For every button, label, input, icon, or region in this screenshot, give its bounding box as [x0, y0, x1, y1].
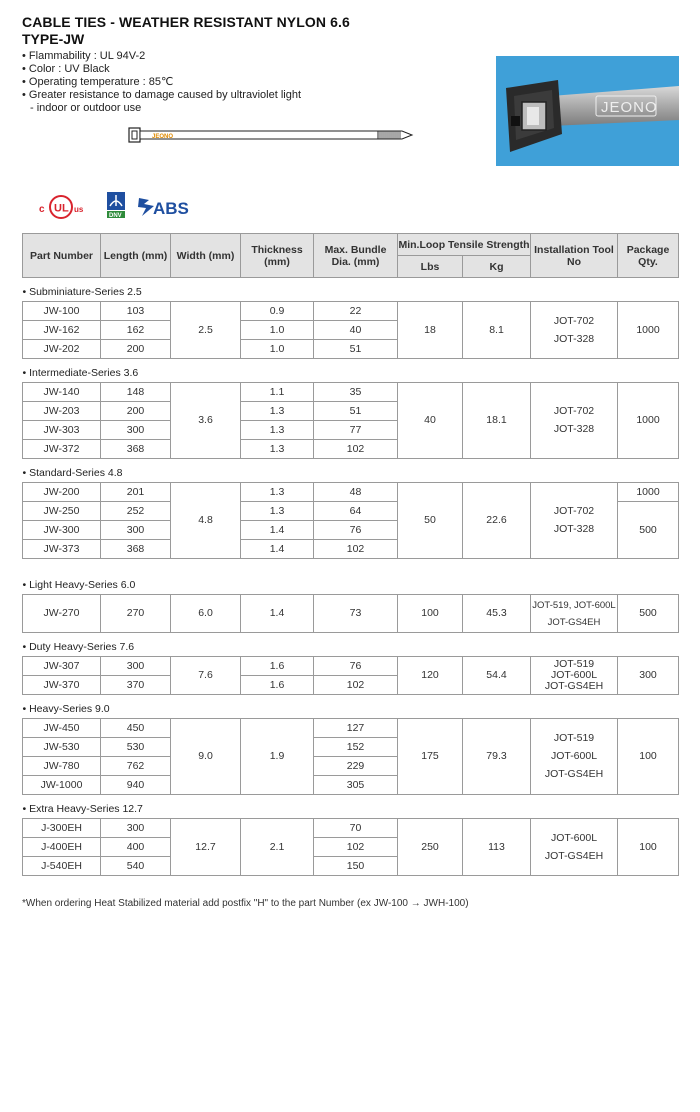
part-number: JW-140: [23, 383, 101, 402]
bundle-cell: 22: [314, 302, 398, 321]
part-number: JW-270: [23, 595, 101, 633]
part-number: JW-780: [23, 757, 101, 776]
tool-text: JOT-GS4EH: [544, 849, 604, 862]
lbs-cell: 50: [398, 483, 463, 559]
dnv-logo: [107, 192, 125, 219]
length-cell: 530: [101, 738, 171, 757]
tool-cell: [531, 719, 618, 795]
tool-text: JOT-GS4EH: [544, 768, 604, 780]
table-row: [23, 595, 679, 633]
package-cell: 1000: [618, 483, 679, 502]
part-number: JW-100: [23, 302, 101, 321]
length-cell: 201: [101, 483, 171, 502]
cable-tie-illustration: [128, 126, 418, 144]
part-number: JW-202: [23, 340, 101, 359]
thickness-cell: 1.0: [241, 321, 314, 340]
certification-logos: [36, 190, 216, 224]
bundle-cell: 51: [314, 340, 398, 359]
bundle-cell: 70: [314, 819, 398, 838]
length-cell: 162: [101, 321, 171, 340]
tool-cell: [531, 383, 618, 459]
part-number: JW-200: [23, 483, 101, 502]
thickness-cell: 2.1: [241, 819, 314, 876]
bundle-cell: 102: [314, 676, 398, 695]
tool-text: JOT-GS4EH: [544, 680, 604, 692]
header-bundle: Max. Bundle Dia. (mm): [314, 234, 398, 278]
bundle-cell: 48: [314, 483, 398, 502]
length-cell: 540: [101, 857, 171, 876]
part-number: J-400EH: [23, 838, 101, 857]
part-number: J-540EH: [23, 857, 101, 876]
thickness-cell: 1.3: [241, 402, 314, 421]
header-width: Width (mm): [171, 234, 241, 278]
package-cell: 500: [618, 595, 679, 633]
kg-cell: 18.1: [463, 383, 531, 459]
bundle-cell: 305: [314, 776, 398, 795]
bundle-cell: 73: [314, 595, 398, 633]
table-row: [23, 719, 679, 738]
kg-cell: 113: [463, 819, 531, 876]
length-cell: 400: [101, 838, 171, 857]
part-number: JW-162: [23, 321, 101, 340]
bundle-cell: 150: [314, 857, 398, 876]
length-cell: 300: [101, 819, 171, 838]
header-tensile: Min.Loop Tensile Strength: [398, 234, 531, 256]
section-title: • Duty Heavy-Series 7.6: [23, 633, 679, 657]
bundle-cell: 77: [314, 421, 398, 440]
package-cell: 300: [618, 657, 679, 695]
tool-text: JOT-600L: [550, 831, 598, 844]
lbs-cell: 120: [398, 657, 463, 695]
package-cell: 1000: [618, 383, 679, 459]
tie-brand-text: JEONO: [152, 133, 174, 140]
thickness-cell: 1.6: [241, 657, 314, 676]
table-row: [23, 302, 679, 321]
ul-mark-text: UL: [54, 202, 69, 215]
header-package: Package Qty.: [618, 234, 679, 278]
kg-cell: 8.1: [463, 302, 531, 359]
tool-text: JOT-600L: [550, 669, 598, 681]
part-number: JW-373: [23, 540, 101, 559]
footnote: *When ordering Heat Stabilized material add postfix "H" to the part Number (ex JW-100 → JWH-100): [22, 898, 469, 909]
thickness-cell: 1.6: [241, 676, 314, 695]
bundle-cell: 76: [314, 657, 398, 676]
tool-text: JOT-519: [553, 658, 595, 670]
product-photo: [496, 56, 679, 166]
thickness-cell: 1.9: [241, 719, 314, 795]
part-number: J-300EH: [23, 819, 101, 838]
bundle-cell: 152: [314, 738, 398, 757]
tool-text: JOT-702: [553, 505, 595, 517]
package-cell: 100: [618, 719, 679, 795]
header-kg: Kg: [463, 256, 531, 278]
bundle-cell: 229: [314, 757, 398, 776]
feature-item: • Greater resistance to damage caused by ultraviolet light: [22, 89, 301, 101]
section-title: • Extra Heavy-Series 12.7: [23, 795, 679, 819]
part-number: JW-1000: [23, 776, 101, 795]
length-cell: 300: [101, 657, 171, 676]
width-cell: 2.5: [171, 302, 241, 359]
section-title: • Light Heavy-Series 6.0: [23, 559, 679, 595]
bundle-cell: 35: [314, 383, 398, 402]
thickness-cell: 1.0: [241, 340, 314, 359]
package-cell: 500: [618, 502, 679, 559]
header-length: Length (mm): [101, 234, 171, 278]
kg-cell: 45.3: [463, 595, 531, 633]
lbs-cell: 100: [398, 595, 463, 633]
bundle-cell: 64: [314, 502, 398, 521]
tool-text: JOT-328: [553, 523, 595, 535]
bundle-cell: 51: [314, 402, 398, 421]
feature-list: [22, 50, 301, 115]
width-cell: 9.0: [171, 719, 241, 795]
length-cell: 762: [101, 757, 171, 776]
kg-cell: 22.6: [463, 483, 531, 559]
tool-text: JOT-519, JOT-600L: [532, 599, 616, 611]
part-number: JW-370: [23, 676, 101, 695]
lbs-cell: 250: [398, 819, 463, 876]
package-cell: 1000: [618, 302, 679, 359]
length-cell: 252: [101, 502, 171, 521]
page-title: CABLE TIES - WEATHER RESISTANT NYLON 6.6: [22, 14, 350, 30]
type-label: TYPE-JW: [22, 31, 85, 47]
thickness-cell: 1.3: [241, 421, 314, 440]
feature-item: • Flammability : UL 94V-2: [22, 50, 146, 62]
tool-text: JOT-328: [553, 332, 595, 345]
part-number: JW-450: [23, 719, 101, 738]
tool-cell: [531, 483, 618, 559]
thickness-cell: 1.4: [241, 521, 314, 540]
length-cell: 300: [101, 521, 171, 540]
part-number: JW-300: [23, 521, 101, 540]
bundle-cell: 102: [314, 540, 398, 559]
width-cell: 6.0: [171, 595, 241, 633]
kg-cell: 54.4: [463, 657, 531, 695]
thickness-cell: 0.9: [241, 302, 314, 321]
length-cell: 368: [101, 440, 171, 459]
photo-brand-text: JEONO: [601, 99, 658, 116]
bundle-cell: 76: [314, 521, 398, 540]
section-title: • Subminiature-Series 2.5: [23, 278, 679, 302]
thickness-cell: 1.3: [241, 483, 314, 502]
part-number: JW-307: [23, 657, 101, 676]
part-number: JW-303: [23, 421, 101, 440]
width-cell: 4.8: [171, 483, 241, 559]
length-cell: 148: [101, 383, 171, 402]
length-cell: 370: [101, 676, 171, 695]
width-cell: 7.6: [171, 657, 241, 695]
length-cell: 300: [101, 421, 171, 440]
section-title: • Intermediate-Series 3.6: [23, 359, 679, 383]
tool-text: JOT-702: [553, 405, 595, 417]
feature-item: • Operating temperature : 85℃: [22, 76, 174, 88]
header-lbs: Lbs: [398, 256, 463, 278]
part-number: JW-203: [23, 402, 101, 421]
thickness-cell: 1.4: [241, 595, 314, 633]
tool-cell: [531, 595, 618, 633]
bundle-cell: 40: [314, 321, 398, 340]
spec-table: [22, 233, 679, 876]
thickness-cell: 1.1: [241, 383, 314, 402]
table-row: [23, 819, 679, 838]
length-cell: 450: [101, 719, 171, 738]
tool-text: JOT-519: [553, 732, 595, 744]
length-cell: 368: [101, 540, 171, 559]
lbs-cell: 18: [398, 302, 463, 359]
tool-cell: [531, 657, 618, 695]
feature-subitem: - indoor or outdoor use: [30, 102, 142, 114]
length-cell: 270: [101, 595, 171, 633]
ul-logo: [39, 196, 84, 218]
part-number: JW-372: [23, 440, 101, 459]
table-row: [23, 657, 679, 676]
thickness-cell: 1.3: [241, 440, 314, 459]
bundle-cell: 102: [314, 838, 398, 857]
part-number: JW-250: [23, 502, 101, 521]
tool-text: JOT-328: [553, 423, 595, 435]
length-cell: 103: [101, 302, 171, 321]
length-cell: 200: [101, 340, 171, 359]
header-thickness: Thickness (mm): [241, 234, 314, 278]
width-cell: 12.7: [171, 819, 241, 876]
bundle-cell: 127: [314, 719, 398, 738]
bundle-cell: 102: [314, 440, 398, 459]
tool-text: JOT-702: [553, 314, 595, 327]
length-cell: 200: [101, 402, 171, 421]
thickness-cell: 1.4: [241, 540, 314, 559]
abs-logo: [138, 198, 189, 218]
abs-text: ABS: [153, 199, 189, 218]
ul-c-text: c: [39, 204, 45, 215]
kg-cell: 79.3: [463, 719, 531, 795]
lbs-cell: 40: [398, 383, 463, 459]
length-cell: 940: [101, 776, 171, 795]
tool-cell: [531, 819, 618, 876]
table-row: [23, 383, 679, 402]
header-part: Part Number: [23, 234, 101, 278]
dnv-text: DNV: [109, 213, 122, 219]
section-title: • Heavy-Series 9.0: [23, 695, 679, 719]
thickness-cell: 1.3: [241, 502, 314, 521]
tool-text: JOT-600L: [550, 750, 598, 762]
table-row: [23, 483, 679, 502]
ul-us-text: us: [74, 205, 84, 214]
width-cell: 3.6: [171, 383, 241, 459]
tool-cell: [531, 302, 618, 359]
section-title: • Standard-Series 4.8: [23, 459, 679, 483]
package-cell: 100: [618, 819, 679, 876]
tool-text: JOT-GS4EH: [547, 616, 601, 628]
part-number: JW-530: [23, 738, 101, 757]
lbs-cell: 175: [398, 719, 463, 795]
header-tool: Installation Tool No: [531, 234, 618, 278]
feature-item: • Color : UV Black: [22, 63, 110, 75]
